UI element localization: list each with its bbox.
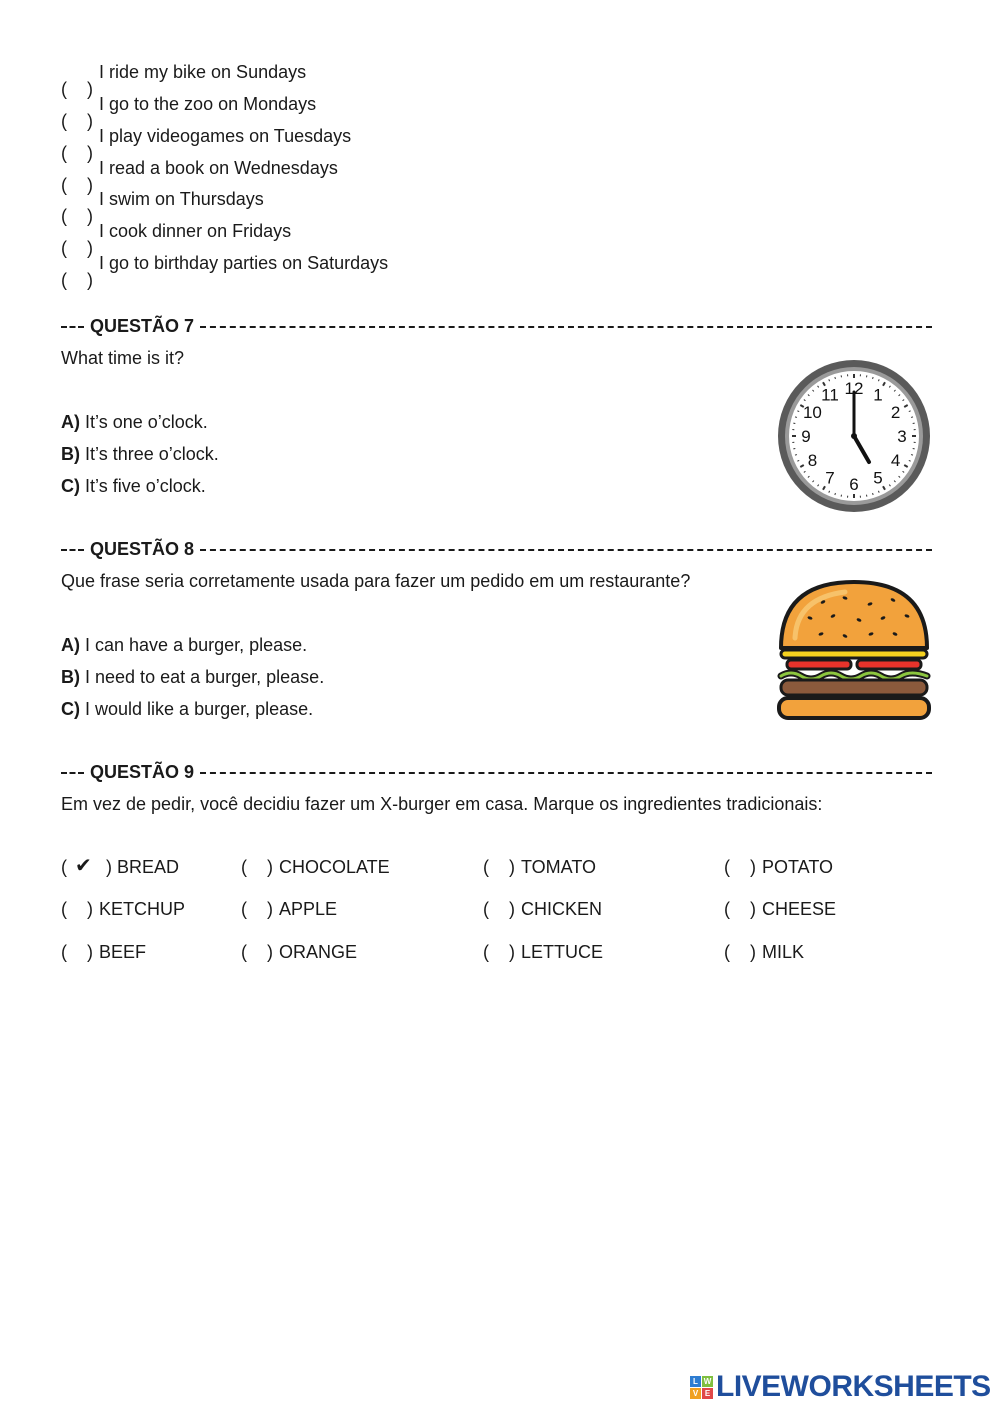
statement-item[interactable]: ( ) I ride my bike on Sundays [61,62,307,99]
statement-text: I go to birthday parties on Saturdays [99,253,389,273]
checkbox[interactable]: ( ) [724,857,756,877]
ingredient-option[interactable]: ( ) CHEESE [724,899,837,919]
ingredient-option[interactable]: ( ) POTATO [724,857,834,877]
checkbox[interactable]: ( ) [241,899,273,919]
question-8-heading: QUESTÃO 8 [61,538,933,560]
clock-number: 10 [802,403,822,422]
question-9-heading: QUESTÃO 9 [61,761,933,783]
option-b[interactable]: B) It’s three o’clock. [61,444,219,464]
checkbox[interactable]: ( ✔ ) [61,855,112,877]
clock-number: 2 [890,403,901,422]
option-a[interactable]: A) It’s one o’clock. [61,412,208,432]
checkbox[interactable]: ( ) [241,942,273,962]
clock-tick [873,377,874,379]
clock-number: 8 [807,451,818,470]
clock-number: 7 [825,468,835,488]
logo-mark-icon: L W V E [690,1376,713,1399]
dashed-rule [200,772,932,774]
ingredient-option[interactable]: ( ) BEEF [61,942,147,962]
dashed-rule [200,549,932,551]
burger-tomato [787,660,851,669]
ingredient-option[interactable]: ( ✔ ) BREAD [61,855,180,877]
clock-tick [835,377,836,379]
clock-tick [795,455,797,456]
option-a[interactable]: A) I can have a burger, please. [61,635,308,655]
dashed-rule [200,326,932,328]
ingredient-option[interactable]: ( ) CHICKEN [483,899,603,919]
ingredient-option[interactable]: ( ) LETTUCE [483,942,604,962]
checkbox[interactable]: ( ) [483,857,515,877]
statement-item[interactable]: ( ) I read a book on Wednesdays [61,158,338,195]
burger-cheese [781,650,927,658]
clock-tick [911,417,913,418]
clock-number: 9 [801,427,811,446]
clock-number: 6 [849,475,859,494]
clock-number: 11 [821,385,839,405]
option-c[interactable]: C) I would like a burger, please. [61,699,314,719]
statement-item[interactable]: ( ) I play videogames on Tuesdays [61,126,352,163]
dashed-rule [61,772,84,774]
clock-number: 12 [844,379,864,398]
checkbox[interactable]: ( ) [61,942,93,962]
clock-number: 3 [897,427,907,446]
clock-tick [911,455,913,456]
burger-image [775,578,933,722]
liveworksheets-logo [690,1372,991,1402]
question-7-prompt: What time is it? [61,348,185,368]
statement-item[interactable]: ( ) I go to birthday parties on Saturdays [61,253,389,290]
burger-tomato [857,660,921,669]
checkbox[interactable]: ( ) [483,942,515,962]
ingredient-option[interactable]: ( ) MILK [724,942,805,962]
statement-item[interactable]: ( ) I cook dinner on Fridays [61,221,292,258]
dashed-rule [61,326,84,328]
option-c[interactable]: C) It’s five o’clock. [61,476,206,496]
statement-text: I play videogames on Tuesdays [99,126,352,146]
clock-tick [873,493,874,495]
ingredient-option[interactable]: ( ) APPLE [241,899,338,919]
checkbox[interactable]: ( ) [483,899,515,919]
burger-bottom-bun [779,698,929,718]
burger-patty [781,680,927,695]
question-9-prompt: Em vez de pedir, você decidiu fazer um X-burger em casa. Marque os ingredientes tradicionais: [61,794,823,814]
clock-tick [835,493,836,495]
clock-center [851,433,857,439]
option-b[interactable]: B) I need to eat a burger, please. [61,667,325,687]
check-mark-icon: ✔ [75,855,92,877]
question-7-heading: QUESTÃO 7 [61,315,933,337]
clock-number: 4 [890,451,901,470]
ingredient-option[interactable]: ( ) TOMATO [483,857,597,877]
clock-tick [795,417,797,418]
statement-text: I swim on Thursdays [99,189,264,209]
statement-text: I go to the zoo on Mondays [99,94,317,114]
statement-text: I cook dinner on Fridays [99,221,292,241]
ingredient-option[interactable]: ( ) KETCHUP [61,899,186,919]
dashed-rule [61,549,84,551]
clock-number: 1 [873,385,883,405]
statement-text: I read a book on Wednesdays [99,158,338,178]
checkbox[interactable]: ( ) [724,942,756,962]
statement-text: I ride my bike on Sundays [99,62,307,82]
question-8-prompt: Que frase seria corretamente usada para fazer um pedido em um restaurante? [61,571,691,591]
checkbox[interactable]: ( ) [61,899,93,919]
ingredient-option[interactable]: ( ) ORANGE [241,942,358,962]
statement-item[interactable]: ( ) I go to the zoo on Mondays [61,94,317,131]
clock-number: 5 [873,468,883,488]
ingredient-option[interactable]: ( ) CHOCOLATE [241,857,390,877]
checkbox[interactable]: ( ) [724,899,756,919]
logo-text: LIVEWORKSHEETS [716,1370,991,1403]
statement-item[interactable]: ( ) I swim on Thursdays [61,189,264,226]
checkbox[interactable]: ( ) [241,857,273,877]
clock-image [775,356,933,516]
